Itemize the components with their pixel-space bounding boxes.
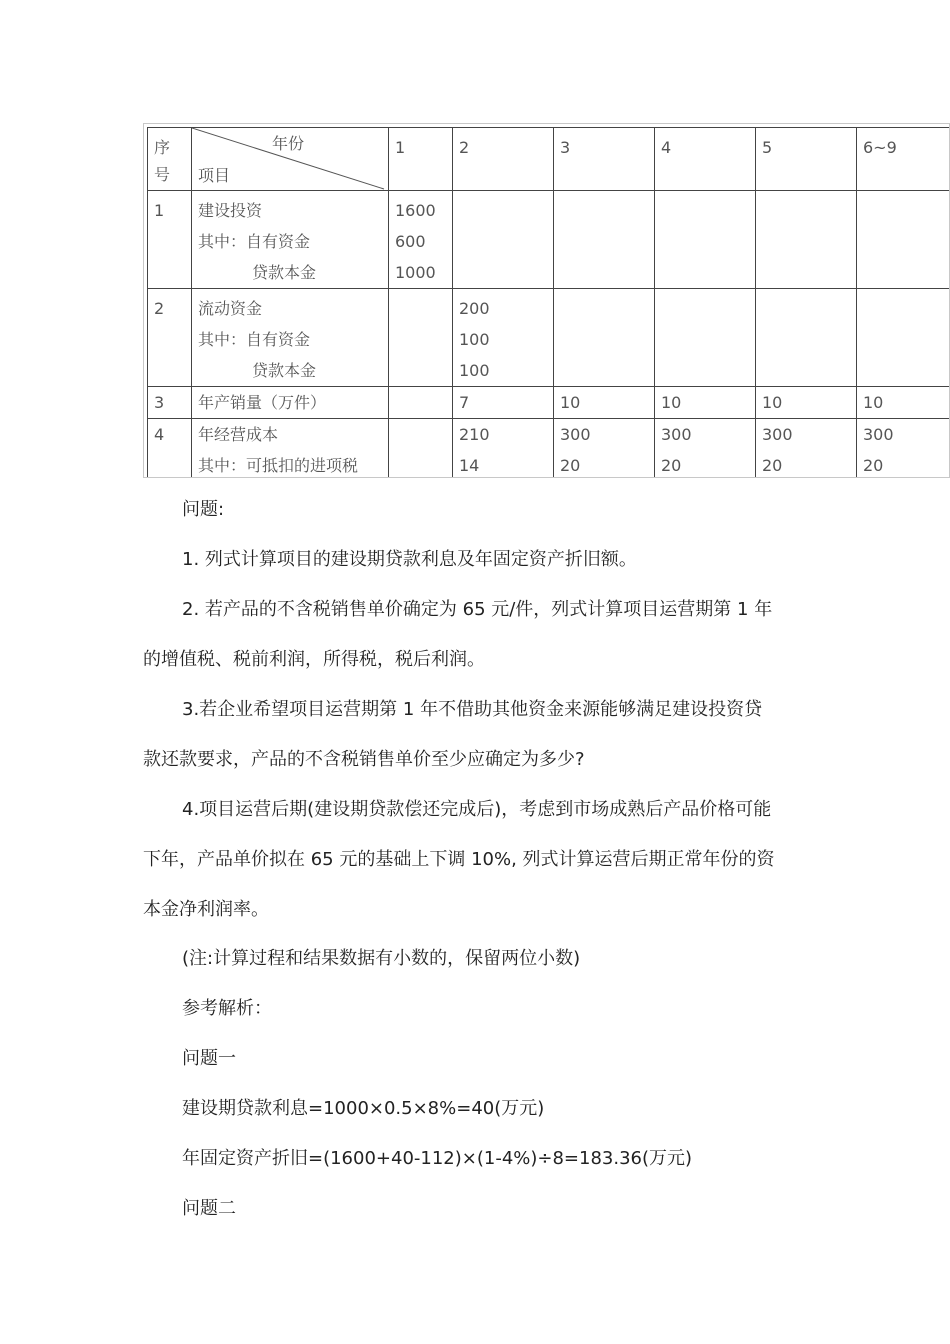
table-cell — [554, 419, 655, 479]
row-seq: 3 — [148, 387, 192, 419]
row-seq: 1 — [148, 191, 192, 289]
table-row — [148, 289, 950, 387]
cell-value: 300 — [661, 425, 692, 444]
paragraph-question-3-line1: 3.若企业希望项目运营期第 1 年不借助其他资金来源能够满足建设投资贷 — [182, 699, 763, 720]
paragraph-reference-heading: 参考解析： — [182, 998, 272, 1019]
cell-value: 1000 — [395, 263, 436, 282]
cell-value: 10 — [756, 387, 857, 419]
paragraph-question-4-line1: 4.项目运营后期(建设期贷款偿还完成后)，考虑到市场成熟后产品价格可能 — [182, 799, 772, 820]
paragraph-question-3-line2: 款还款要求，产品的不含税销售单价至少应确定为多少? — [143, 749, 585, 770]
table-cell — [453, 191, 554, 289]
header-seq-line2: 号 — [154, 165, 171, 184]
table-cell — [453, 419, 554, 479]
table-cell — [389, 387, 453, 419]
table-cell — [554, 191, 655, 289]
cell-value: 20 — [661, 456, 682, 475]
table-header-row — [148, 128, 950, 191]
table-cell — [655, 191, 756, 289]
row-item: 建设投资 — [198, 201, 263, 220]
paragraph-answer-1-depreciation: 年固定资产折旧=(1600+40-112)×(1-4%)÷8=183.36(万元) — [182, 1148, 693, 1169]
header-year: 1 — [389, 128, 453, 191]
cell-value: 20 — [863, 456, 884, 475]
header-diagonal-cell — [192, 128, 389, 191]
paragraph-answer-1-interest: 建设期贷款利息=1000×0.5×8%=40(万元) — [182, 1098, 545, 1119]
header-year: 6~9 — [857, 128, 950, 191]
row-item: 贷款本金 — [252, 361, 317, 380]
header-year: 4 — [655, 128, 756, 191]
table-cell — [857, 289, 950, 387]
header-item-label: 项目 — [198, 166, 231, 185]
cell-value: 1600 — [395, 201, 436, 220]
header-year: 3 — [554, 128, 655, 191]
data-table — [147, 127, 950, 478]
row-item: 其中：自有资金 — [198, 330, 311, 349]
row-items — [192, 289, 389, 387]
table-cell — [756, 191, 857, 289]
cell-value: 7 — [453, 387, 554, 419]
cell-value: 10 — [554, 387, 655, 419]
row-items — [192, 419, 389, 479]
cell-value: 300 — [863, 425, 894, 444]
row-item: 其中：可抵扣的进项税 — [198, 456, 359, 475]
table-cell — [857, 419, 950, 479]
row-item: 年产销量（万件） — [192, 387, 389, 419]
paragraph-question-2-line1: 2. 若产品的不含税销售单价确定为 65 元/件，列式计算项目运营期第 1 年 — [182, 599, 773, 620]
paragraph-note: (注:计算过程和结果数据有小数的，保留两位小数) — [182, 948, 581, 969]
table-row — [148, 387, 950, 419]
table-cell — [389, 191, 453, 289]
paragraph-question-4-line3: 本金净利润率。 — [143, 899, 269, 920]
cell-value: 20 — [560, 456, 581, 475]
cell-value: 200 — [459, 299, 490, 318]
cell-value: 10 — [655, 387, 756, 419]
table-cell — [554, 289, 655, 387]
row-item: 流动资金 — [198, 299, 263, 318]
cell-value: 300 — [762, 425, 793, 444]
paragraph-question-4-line2: 下年，产品单价拟在 65 元的基础上下调 10%, 列式计算运营后期正常年份的资 — [143, 849, 775, 870]
row-seq: 4 — [148, 419, 192, 479]
cell-value: 100 — [459, 361, 490, 380]
row-items — [192, 191, 389, 289]
cell-value: 20 — [762, 456, 783, 475]
header-year: 5 — [756, 128, 857, 191]
paragraph-answer-1-heading: 问题一 — [182, 1048, 236, 1069]
row-item: 贷款本金 — [252, 263, 317, 282]
header-seq — [148, 128, 192, 191]
paragraph-question-1: 1. 列式计算项目的建设期贷款利息及年固定资产折旧额。 — [182, 549, 637, 570]
cell-value: 100 — [459, 330, 490, 349]
table-cell — [389, 289, 453, 387]
header-year: 2 — [453, 128, 554, 191]
cell-value: 600 — [395, 232, 426, 251]
paragraph-answer-2-heading: 问题二 — [182, 1198, 236, 1219]
row-seq: 2 — [148, 289, 192, 387]
table-cell — [756, 289, 857, 387]
table-row — [148, 191, 950, 289]
table-cell — [655, 419, 756, 479]
header-year-label: 年份 — [272, 134, 305, 153]
table-cell — [655, 289, 756, 387]
cell-value: 300 — [560, 425, 591, 444]
cell-value: 14 — [459, 456, 480, 475]
table-cell — [756, 419, 857, 479]
table-cell — [453, 289, 554, 387]
cell-value: 10 — [857, 387, 950, 419]
paragraph-question-2-line2: 的增值税、税前利润，所得税，税后利润。 — [143, 649, 485, 670]
data-table-image — [143, 123, 950, 478]
cell-value: 210 — [459, 425, 490, 444]
row-item: 其中：自有资金 — [198, 232, 311, 251]
table-row — [148, 419, 950, 479]
table-cell — [857, 191, 950, 289]
header-seq-line1: 序 — [154, 138, 171, 157]
paragraph-question-heading: 问题: — [182, 499, 225, 520]
table-cell — [389, 419, 453, 479]
row-item: 年经营成本 — [198, 425, 279, 444]
